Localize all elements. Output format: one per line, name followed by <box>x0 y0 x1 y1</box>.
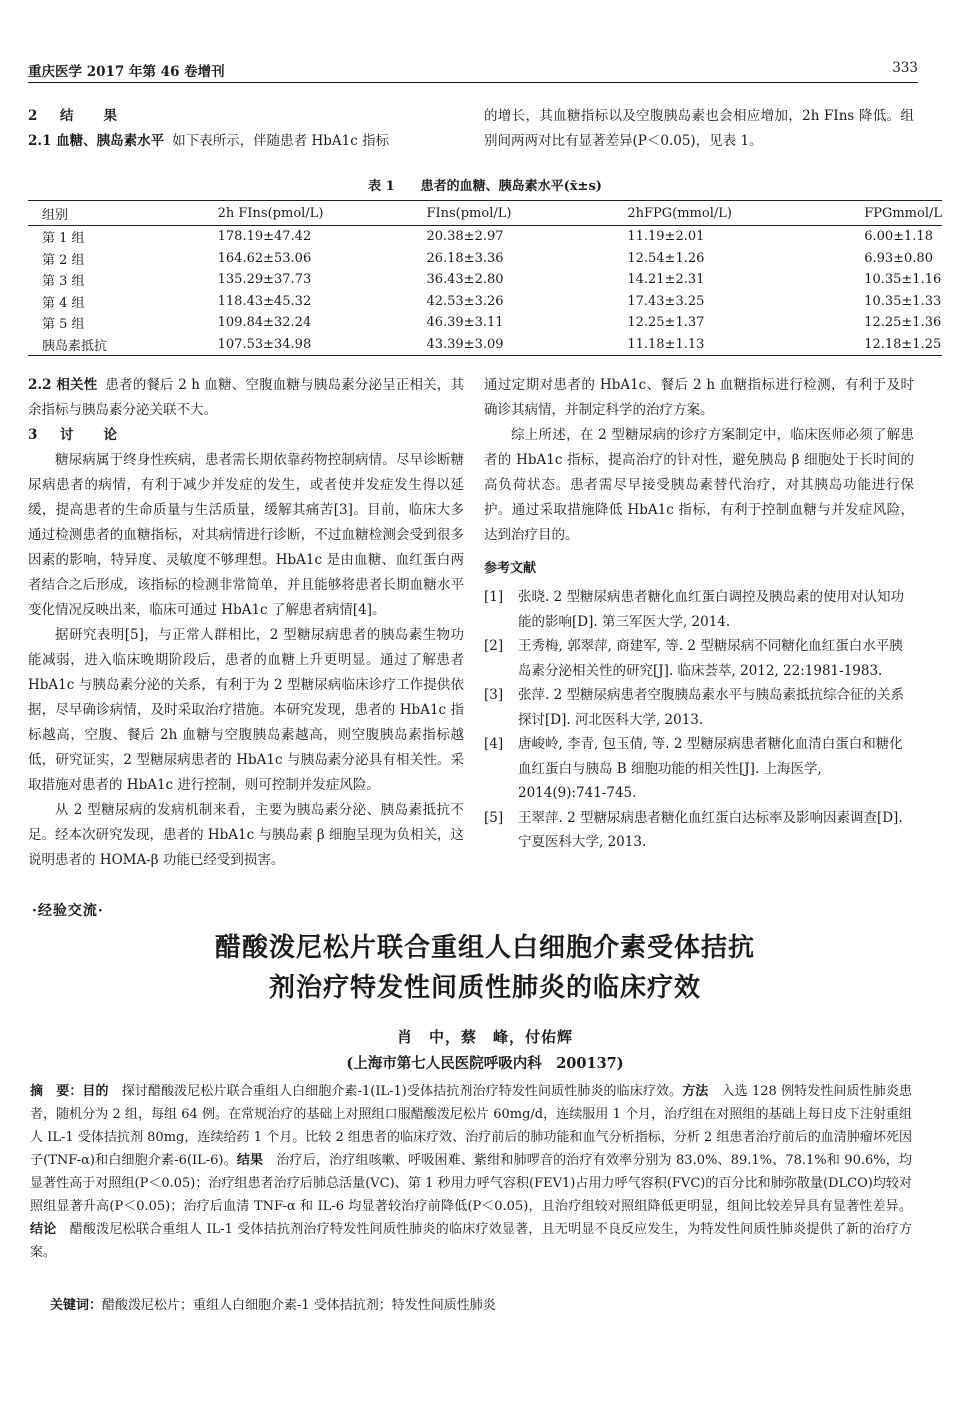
result-text: 治疗后，治疗组咳嗽、呼吸困难、紫绀和肺啰音的治疗有效率分别为 83.0%、89.1%、78.1%和 90.6%，均显著性高于对照组(P＜0.05)；治疗组患者治疗后肺总活量(VC)、第 1 秒用力呼气容积(FEV1)占用力呼气容积(FVC)的百分比和肺弥散量(DLCO)均较对照组显著升高(P＜0.05)；治疗后血清 TNF-α 和 IL-6 均显著较治疗前降低(P＜0.05)，且治疗组较对照组降低更明显，组间比较差异具有显著性差异。 <box>30 1153 912 1214</box>
conclusion-label: 结论 <box>30 1222 57 1237</box>
col-header: 2hFPG(mmol/L) <box>581 201 802 226</box>
table-cell: 11.19±2.01 <box>627 229 705 245</box>
table-cell: 107.53±34.98 <box>168 334 391 356</box>
results-s1-left <box>28 129 464 154</box>
section-2-2-title: 2.2 相关性 <box>28 377 98 393</box>
result-label: 结果 <box>236 1153 264 1168</box>
table-cell: 第 1 组 <box>42 231 85 247</box>
discussion-paragraph: 通过定期对患者的 HbA1c、餐后 2 h 血糖指标进行检测，有利于及时确诊其病情，并制定科学的治疗方案。 <box>484 377 914 418</box>
discussion-paragraph: 据研究表明[5]，与正常人群相比，2 型糖尿病患者的胰岛素生物功能减弱，进入临床晚期阶段后，患者的血糖上升更明显。通过了解患者 HbA1c 与胰岛素分泌的关系，有利于为 2 型糖尿病临床诊疗工作提供依据，尽早确诊病情，及时采取治疗措施。本研究发现，患者的 HbA1c 指标越高，空腹、餐后 2h 血糖与空腹胰岛素越高，则空腹胰岛素指标越低，研究证实，2 型糖尿病患者的 HbA1c 与胰岛素分泌具有相关性。采取措施对患者的 HbA1c 进行控制，则可控制并发症风险。 <box>28 627 464 793</box>
running-header <box>28 58 918 83</box>
discussion-right-column <box>484 373 914 855</box>
table-row <box>28 291 942 313</box>
table-cell: 20.38±2.97 <box>426 229 504 245</box>
section-2-2 <box>28 373 464 423</box>
table-cell: 17.43±3.25 <box>627 293 705 309</box>
results-left <box>28 104 464 154</box>
table-cell: 6.93±0.80 <box>864 250 933 266</box>
table-cell: 14.21±2.31 <box>627 272 705 288</box>
table-cell: 12.54±1.26 <box>627 250 705 266</box>
section-2-1-title: 2.1 血糖、胰岛素水平 <box>28 133 165 149</box>
table-row <box>28 334 942 356</box>
keywords-label: 关键词： <box>50 1298 103 1313</box>
table-header-row <box>28 201 942 226</box>
table-cell: 第 2 组 <box>42 252 85 268</box>
section-tag: ·经验交流· <box>32 903 104 919</box>
col-header: FPGmmol/L <box>802 201 942 226</box>
reference-item: [2] 王秀梅, 郭翠萍, 商建军, 等. 2 型糖尿病不同糖化血红蛋白水平胰岛素分泌相关性的研究[J]. 临床荟萃, 2012, 22:1981-1983. <box>484 638 903 679</box>
table-caption <box>28 175 942 194</box>
table-cell: 第 4 组 <box>42 295 85 311</box>
keywords-text: 醋酸泼尼松片；重组人白细胞介素-1 受体拮抗剂；特发性间质性肺炎 <box>102 1298 496 1313</box>
objective-label: 目的 <box>82 1084 109 1099</box>
section-2-1-text-right: 的增长，其血糖指标以及空腹胰岛素也会相应增加，2h FIns 降低。组别间两两对比有显著差异(P＜0.05)，见表 1。 <box>484 108 914 149</box>
results-heading: 2 结 果 <box>28 108 117 124</box>
table-cell: 10.35±1.33 <box>864 293 942 309</box>
keywords <box>50 1294 910 1313</box>
reference-item: [1] 张晓. 2 型糖尿病患者糖化血红蛋白调控及胰岛素的使用对认知功能的影响[D]. 第三军医大学, 2014. <box>484 589 904 630</box>
discussion-paragraph: 从 2 型糖尿病的发病机制来看，主要为胰岛素分泌、胰岛素抵抗不足。经本次研究发现，患者的 HbA1c 与胰岛素 β 细胞呈现为负相关，这说明患者的 HOMA-β 功能已经受到损害。 <box>28 802 464 868</box>
conclusion-paragraph: 综上所述，在 2 型糖尿病的诊疗方案制定中，临床医师必须了解患者的 HbA1c 指标，提高治疗的针对性，避免胰岛 β 细胞处于长时间的高负荷状态。患者需尽早接受胰岛素替代治疗，对其胰岛功能进行保护。通过采取措施降低 HbA1c 指标，有利于控制血糖与并发症风险，达到治疗目的。 <box>484 427 914 543</box>
table-cell: 10.35±1.16 <box>864 272 942 288</box>
table-row <box>28 312 942 334</box>
table-cell: 42.53±3.26 <box>426 293 504 309</box>
objective-text: 探讨醋酸泼尼松片联合重组人白细胞介素-1(IL-1)受体拮抗剂治疗特发性间质性肺炎的临床疗效。 <box>121 1084 683 1099</box>
table-cell: 46.39±3.11 <box>426 315 504 331</box>
table-cell: 12.25±1.36 <box>864 315 942 331</box>
col-header: 组别 <box>28 201 168 226</box>
section-2-2-text: 患者的餐后 2 h 血糖、空腹血糖与胰岛素分泌呈正相关，其余指标与胰岛素分泌关联不大。 <box>28 377 464 418</box>
page-number: 333 <box>892 60 918 76</box>
article-authors: 肖 中，蔡 峰，付佑辉 <box>396 1028 573 1046</box>
results-right <box>484 104 914 154</box>
references-heading: 参考文献 <box>484 561 537 576</box>
article-title <box>28 928 942 1008</box>
table-cell: 135.29±37.73 <box>217 272 312 288</box>
col-header: 2h FIns(pmol/L) <box>168 201 391 226</box>
table-cell: 109.84±32.24 <box>217 315 312 331</box>
reference-item: [5] 王翠萍. 2 型糖尿病患者糖化血红蛋白达标率及影响因素调查[D]. 宁夏医科大学, 2013. <box>484 809 903 850</box>
table-cell: 胰岛素抵抗 <box>28 334 168 356</box>
table-row <box>28 269 942 291</box>
table-number: 表 1 <box>368 179 395 194</box>
table-cell: 11.18±1.13 <box>581 334 802 356</box>
method-label: 方法 <box>682 1084 709 1099</box>
table-cell: 178.19±47.42 <box>217 229 312 245</box>
table-cell: 12.18±1.25 <box>802 334 942 356</box>
discussion-paragraph: 糖尿病属于终身性疾病，患者需长期依靠药物控制病情。尽早诊断糖尿病患者的病情，有利于减少并发症的发生，或者使并发症发生得以延缓，提高患者的生命质量与生活质量，缓解其痛苦[3]。目前，临床大多通过检测患者的血糖指标，对其病情进行诊断，不过血糖检测会受到很多因素的影响，特异度、灵敏度不够理想。HbA1c 是由血糖、血红蛋白两者结合之后形成，该指标的检测非常简单，并且能够将患者长期血糖水平变化情况反映出来，临床可通过 HbA1c 了解患者病情[4]。 <box>28 452 464 618</box>
table-row <box>28 226 942 248</box>
table-cell: 12.25±1.37 <box>627 315 705 331</box>
section-2-1-text-left: 如下表所示，伴随患者 HbA1c 指标 <box>172 133 390 149</box>
reference-item: [3] 张萍. 2 型糖尿病患者空腹胰岛素水平与胰岛素抵抗综合征的关系探讨[D]. 河北医科大学, 2013. <box>484 687 904 728</box>
table-cell: 26.18±3.36 <box>426 250 504 266</box>
table-cell: 第 3 组 <box>42 274 85 290</box>
article-affiliation: (上海市第七人民医院呼吸内科 200137) <box>346 1055 624 1072</box>
table-cell: 36.43±2.80 <box>426 272 504 288</box>
table-cell: 43.39±3.09 <box>390 334 581 356</box>
article-title-line: 剂治疗特发性间质性肺炎的临床疗效 <box>268 973 701 1003</box>
article-abstract <box>30 1080 912 1264</box>
reference-item: [4] 唐峻岭, 李青, 包玉倩, 等. 2 型糖尿病患者糖化血清白蛋白和糖化血红蛋白与胰岛 B 细胞功能的相关性[J]. 上海医学, 2014(9):741-745. <box>484 736 903 801</box>
table-cell: 118.43±45.32 <box>217 293 312 309</box>
col-header: FIns(pmol/L) <box>390 201 581 226</box>
glucose-insulin-table <box>28 200 942 356</box>
journal-name: 重庆医学 2017 年第 46 卷增刊 <box>28 64 225 80</box>
conclusion-text: 醋酸泼尼松联合重组人 IL-1 受体拮抗剂治疗特发性间质性肺炎的临床疗效显著，且无明显不良反应发生，为特发性间质性肺炎提供了新的治疗方案。 <box>30 1222 912 1260</box>
table-cell: 6.00±1.18 <box>864 229 933 245</box>
article-title-line: 醋酸泼尼松片联合重组人白细胞介素受体拮抗 <box>214 933 755 963</box>
table-row <box>28 248 942 270</box>
discussion-heading: 3 讨 论 <box>28 427 117 443</box>
reference-list <box>484 585 914 855</box>
table-cell: 第 5 组 <box>42 317 85 333</box>
abstract-label: 摘 要： <box>30 1084 83 1099</box>
discussion-left-column <box>28 373 464 873</box>
method-text: 入选 128 例特发性间质性肺炎患者，随机分为 2 组，每组 64 例。在常规治疗的基础上对照组口服醋酸泼尼松片 60mg/d，连续服用 1 个月，治疗组在对照组的基础上每日皮下注射重组人 IL-1 受体拮抗剂 80mg，连续给药 1 个月。比较 2 组患者的临床疗效、治疗前后的肺功能和血气分析指标，分析 2 组患者治疗前后的血清肿瘤坏死因子(TNF-α)和白细胞介素-6(IL-6)。 <box>30 1084 912 1168</box>
table-title: 患者的血糖、胰岛素水平(x̄±s) <box>420 179 602 194</box>
table-cell: 164.62±53.06 <box>217 250 312 266</box>
